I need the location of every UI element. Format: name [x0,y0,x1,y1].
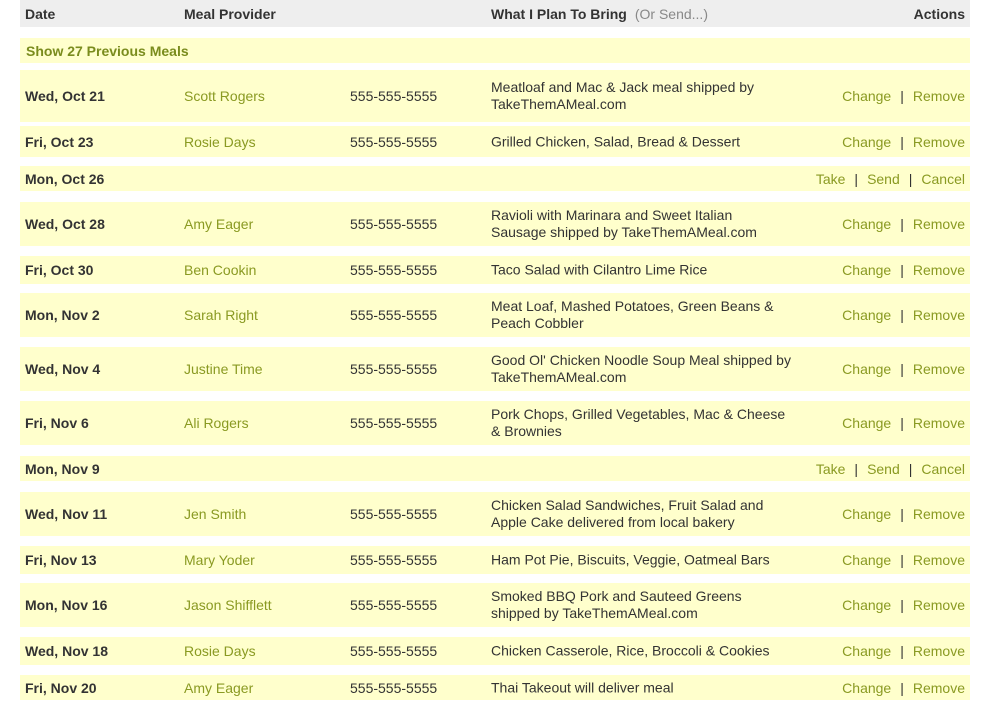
change-link[interactable]: Change [842,597,892,613]
change-link[interactable]: Change [842,133,892,150]
change-link[interactable]: Change [842,262,892,278]
row-actions [842,134,965,150]
table-row [20,256,970,284]
action-separator: | [900,415,904,431]
change-link[interactable]: Change [842,216,892,232]
remove-link[interactable]: Remove [912,506,965,522]
action-separator: | [900,506,904,522]
header-actions: Actions [913,6,965,22]
action-separator: | [900,643,904,659]
meal-description: Meat Loaf, Mashed Potatoes, Green Beans & Peach Cobbler [491,298,774,331]
table-header [20,0,970,27]
provider-link[interactable]: Ben Cookin [184,262,257,278]
provider-link[interactable]: Rosie Days [184,643,256,659]
change-link[interactable]: Change [842,643,892,659]
header-provider: Meal Provider [184,6,276,22]
send-link[interactable]: Send [867,460,900,477]
provider-link[interactable]: Jason Shifflett [184,597,272,613]
provider-link[interactable]: Ali Rogers [184,415,249,431]
meal-date: Fri, Nov 6 [25,415,89,431]
header-bring [491,6,708,22]
row-actions [816,461,965,477]
table-row [20,546,970,574]
provider-phone: 555-555-5555 [350,597,438,613]
row-actions [842,597,965,613]
provider-phone: 555-555-5555 [350,415,438,431]
row-actions [842,262,965,278]
remove-link[interactable]: Remove [912,307,965,323]
action-separator: | [900,597,904,613]
remove-link[interactable]: Remove [912,133,965,150]
meal-description: Chicken Casserole, Rice, Broccoli & Cookies [491,642,770,659]
header-bring-label: What I Plan To Bring [491,6,627,22]
provider-phone: 555-555-5555 [350,262,438,278]
action-separator: | [854,460,859,477]
table-row [20,637,970,665]
change-link[interactable]: Change [842,361,892,377]
meal-description: Chicken Salad Sandwiches, Fruit Salad and Apple Cake delivered from local bakery [491,497,764,530]
action-separator: | [908,170,913,187]
remove-link[interactable]: Remove [912,597,965,613]
action-separator: | [900,262,904,278]
row-actions [842,361,965,377]
table-row [20,401,970,445]
meal-date: Wed, Nov 11 [25,506,108,522]
remove-link[interactable]: Remove [912,679,965,696]
row-actions [842,506,965,522]
meal-description: Smoked BBQ Pork and Sauteed Greens shipped by TakeThemAMeal.com [491,588,742,621]
meal-date: Fri, Nov 13 [25,552,97,568]
send-link[interactable]: Send [867,170,900,187]
row-actions [842,216,965,232]
provider-link[interactable]: Mary Yoder [184,552,255,568]
provider-link[interactable]: Amy Eager [184,679,254,696]
provider-phone: 555-555-5555 [350,361,438,377]
provider-phone: 555-555-5555 [350,679,438,696]
provider-phone: 555-555-5555 [350,643,438,659]
table-row [20,293,970,337]
meal-description: Good Ol' Chicken Noodle Soup Meal shipped by TakeThemAMeal.com [491,352,791,385]
action-separator: | [900,133,904,150]
provider-phone: 555-555-5555 [350,307,438,323]
table-row [20,456,970,481]
meal-description: Grilled Chicken, Salad, Bread & Dessert [491,133,740,149]
row-actions [842,88,965,104]
row-actions [842,680,965,696]
table-row [20,70,970,122]
remove-link[interactable]: Remove [912,262,965,278]
row-actions [842,415,965,431]
provider-link[interactable]: Justine Time [184,361,263,377]
take-link[interactable]: Take [815,170,846,187]
previous-meals-bar [20,38,970,63]
provider-phone: 555-555-5555 [350,216,438,232]
take-link[interactable]: Take [815,460,846,477]
table-row [20,166,970,191]
table-row [20,675,970,700]
change-link[interactable]: Change [842,552,892,568]
row-actions [842,552,965,568]
table-row [20,347,970,391]
meal-date: Mon, Oct 26 [25,170,105,187]
action-separator: | [900,307,904,323]
change-link[interactable]: Change [842,88,892,104]
change-link[interactable]: Change [842,679,892,696]
remove-link[interactable]: Remove [912,88,965,104]
row-actions [842,307,965,323]
provider-link[interactable]: Rosie Days [184,133,256,150]
provider-phone: 555-555-5555 [350,506,438,522]
cancel-link[interactable]: Cancel [921,460,965,477]
row-actions [816,171,965,187]
change-link[interactable]: Change [842,307,892,323]
action-separator: | [900,88,904,104]
provider-link[interactable]: Scott Rogers [184,88,265,104]
provider-link[interactable]: Amy Eager [184,216,254,232]
change-link[interactable]: Change [842,415,892,431]
remove-link[interactable]: Remove [912,361,965,377]
provider-link[interactable]: Sarah Right [184,307,258,323]
meal-date: Wed, Oct 21 [25,88,105,104]
remove-link[interactable]: Remove [912,552,965,568]
action-separator: | [900,216,904,232]
provider-phone: 555-555-5555 [350,552,438,568]
action-separator: | [908,460,913,477]
table-row [20,126,970,157]
meal-description: Ravioli with Marinara and Sweet Italian Sausage shipped by TakeThemAMeal.com [491,207,757,240]
remove-link[interactable]: Remove [912,415,965,431]
meal-date: Fri, Oct 23 [25,133,94,150]
header-date: Date [25,6,56,22]
header-send-label: (Or Send...) [634,6,708,22]
meal-date: Mon, Nov 2 [25,307,100,323]
meal-description: Pork Chops, Grilled Vegetables, Mac & Cheese & Brownies [491,406,786,439]
meal-description: Ham Pot Pie, Biscuits, Veggie, Oatmeal Bars [491,551,770,568]
action-separator: | [900,361,904,377]
action-separator: | [900,552,904,568]
meal-description: Thai Takeout will deliver meal [491,679,674,695]
action-separator: | [854,170,859,187]
provider-link[interactable]: Jen Smith [184,506,247,522]
meal-date: Mon, Nov 16 [25,597,108,613]
meal-date: Wed, Oct 28 [25,216,105,232]
meal-date: Mon, Nov 9 [25,460,100,477]
table-row [20,583,970,627]
meal-date: Fri, Nov 20 [25,679,97,696]
provider-phone: 555-555-5555 [350,88,438,104]
action-separator: | [900,679,904,696]
cancel-link[interactable]: Cancel [921,170,965,187]
table-row [20,492,970,536]
meal-description: Meatloaf and Mac & Jack meal shipped by TakeThemAMeal.com [491,79,755,112]
remove-link[interactable]: Remove [912,643,965,659]
meal-date: Fri, Oct 30 [25,262,94,278]
remove-link[interactable]: Remove [912,216,965,232]
meal-date: Wed, Nov 18 [25,643,108,659]
show-previous-meals-link[interactable]: Show 27 Previous Meals [26,43,189,59]
table-row [20,202,970,246]
change-link[interactable]: Change [842,506,892,522]
provider-phone: 555-555-5555 [350,133,438,150]
meal-description: Taco Salad with Cilantro Lime Rice [491,261,708,278]
meal-date: Wed, Nov 4 [25,361,101,377]
row-actions [842,643,965,659]
